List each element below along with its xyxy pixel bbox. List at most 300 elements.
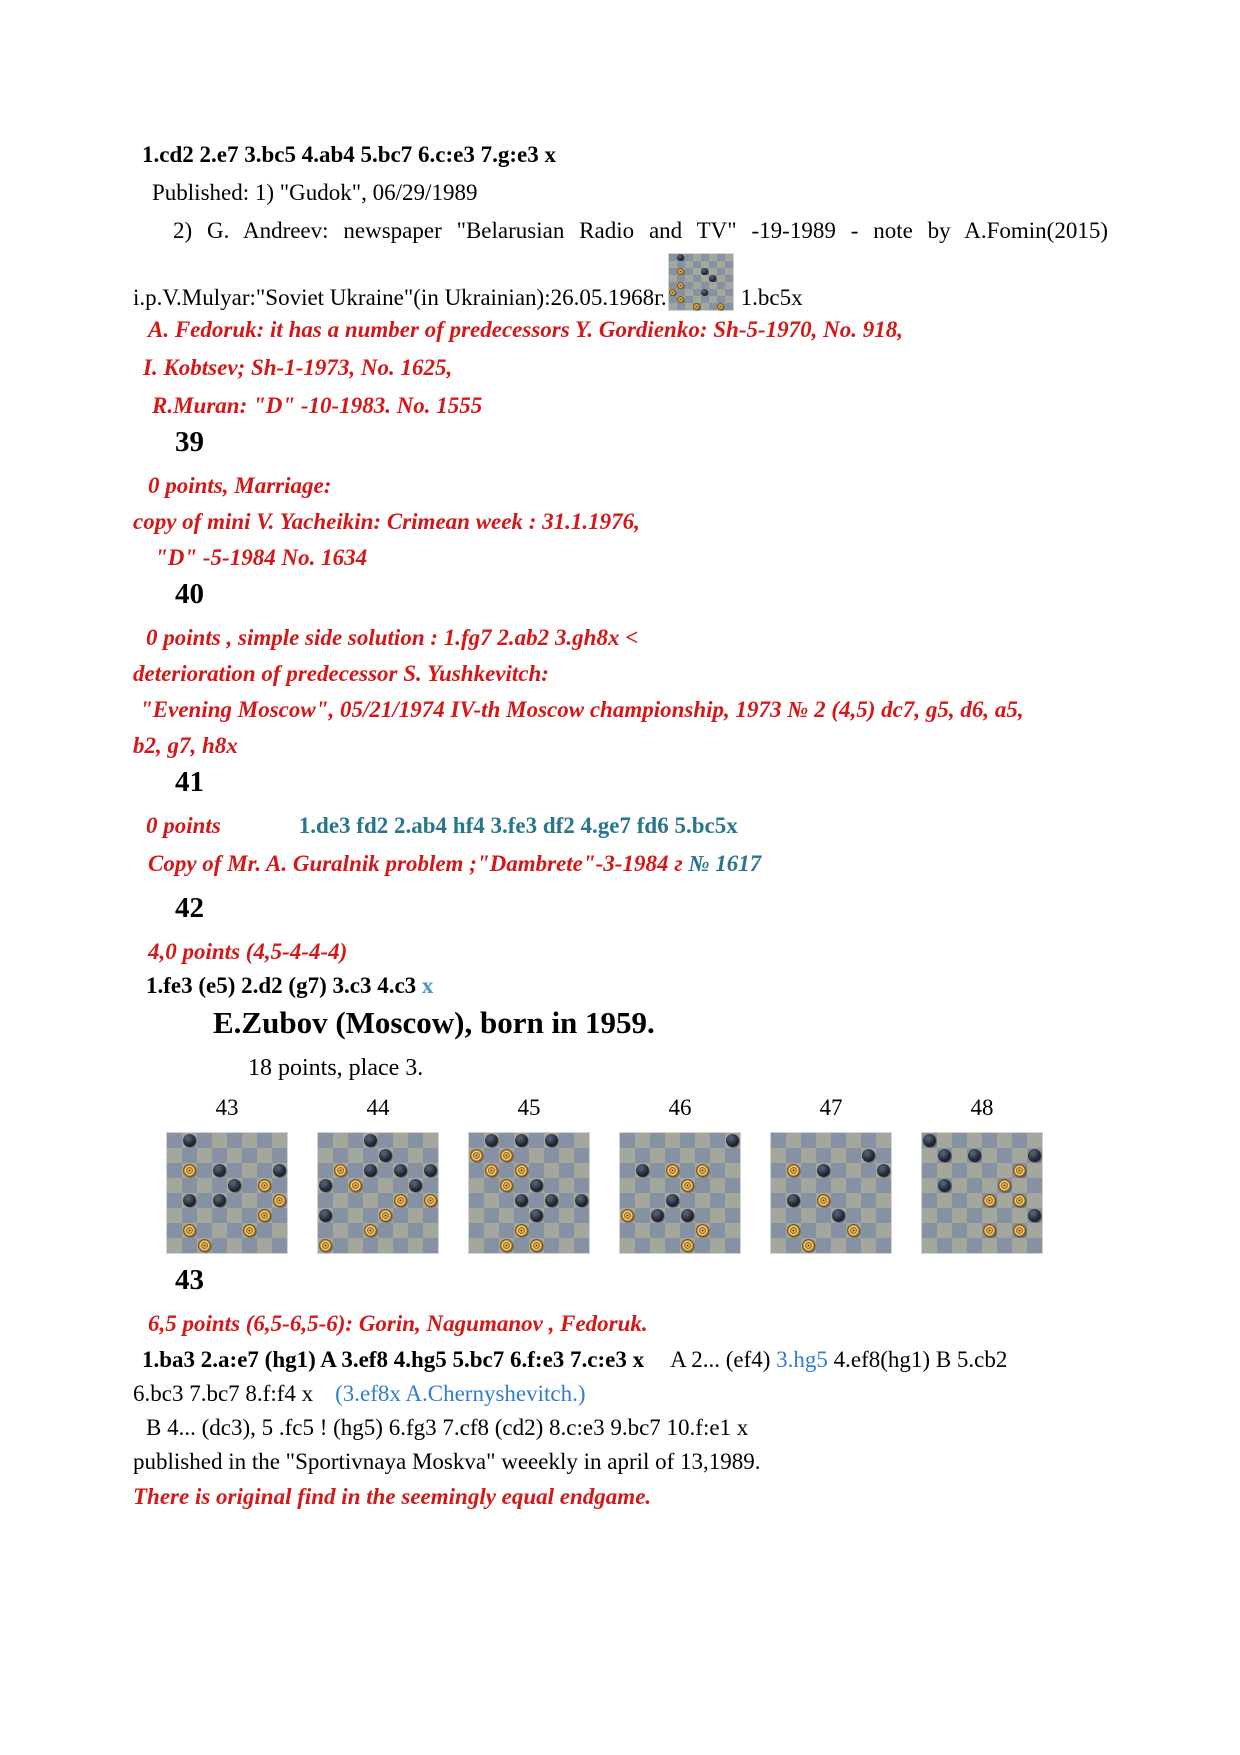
board-cell <box>559 1163 574 1178</box>
board-cell <box>922 1148 937 1163</box>
board-cell <box>318 1208 333 1223</box>
board-cell <box>771 1163 786 1178</box>
board-cell <box>544 1148 559 1163</box>
board-cell <box>408 1148 423 1163</box>
problem-42-moves: 1.fe3 (e5) 2.d2 (g7) 3.c3 4.c3 <box>146 973 417 998</box>
board-cell <box>469 1238 484 1253</box>
board-cell <box>709 296 717 303</box>
board-cell <box>242 1133 257 1148</box>
board-cell <box>348 1163 363 1178</box>
problem-43-varA-link: 3.hg5 <box>776 1347 828 1372</box>
black-piece <box>319 1209 332 1222</box>
board-cell <box>771 1178 786 1193</box>
board-cell <box>378 1148 393 1163</box>
board-cell <box>982 1133 997 1148</box>
black-piece <box>530 1179 543 1192</box>
problem-40-note: deterioration of predecessor S. Yushkevitch: <box>133 661 549 686</box>
board-cell <box>423 1133 438 1148</box>
board-cell <box>559 1223 574 1238</box>
gold-piece <box>243 1224 256 1237</box>
board-cell <box>701 268 709 275</box>
board-cell <box>529 1193 544 1208</box>
board-cell <box>1027 1163 1042 1178</box>
board-cell <box>408 1178 423 1193</box>
board-cell <box>574 1163 589 1178</box>
board-cell <box>257 1148 272 1163</box>
board-cell <box>1027 1238 1042 1253</box>
board-cell <box>620 1193 635 1208</box>
problem-41-points: 0 points <box>146 813 221 838</box>
board-cell <box>922 1238 937 1253</box>
board-cell <box>685 268 693 275</box>
board-cell <box>469 1178 484 1193</box>
board-cell <box>363 1193 378 1208</box>
board-cell <box>182 1193 197 1208</box>
board-cell <box>922 1178 937 1193</box>
board-cell <box>677 268 685 275</box>
board-cell <box>212 1223 227 1238</box>
board-cell <box>167 1193 182 1208</box>
board-cell <box>257 1133 272 1148</box>
board-cell <box>1012 1223 1027 1238</box>
checkers-board <box>922 1133 1042 1253</box>
board-cell <box>1012 1178 1027 1193</box>
black-piece <box>394 1164 407 1177</box>
board-cell <box>725 1148 740 1163</box>
black-piece <box>213 1194 226 1207</box>
board-cell <box>559 1208 574 1223</box>
board-cell <box>650 1148 665 1163</box>
black-piece <box>938 1149 951 1162</box>
board-cell <box>272 1223 287 1238</box>
board-cell <box>710 1133 725 1148</box>
board-cell <box>710 1208 725 1223</box>
board-cell <box>717 261 725 268</box>
board-cell <box>1012 1193 1027 1208</box>
checkers-board <box>318 1133 438 1253</box>
board-cell <box>514 1133 529 1148</box>
board-cell <box>695 1208 710 1223</box>
board-cell <box>922 1133 937 1148</box>
problem-42-heading: 42 <box>175 892 204 924</box>
board-cell <box>922 1193 937 1208</box>
board-cell <box>685 303 693 310</box>
board-cell <box>348 1178 363 1193</box>
gold-piece <box>681 1179 694 1192</box>
board-cell <box>408 1163 423 1178</box>
board-cell <box>242 1238 257 1253</box>
board-cell <box>801 1148 816 1163</box>
board-cell <box>363 1208 378 1223</box>
board-cell <box>167 1208 182 1223</box>
gold-piece <box>983 1194 996 1207</box>
board-cell <box>861 1238 876 1253</box>
board-cell <box>997 1148 1012 1163</box>
board-cell <box>484 1223 499 1238</box>
black-piece <box>938 1179 951 1192</box>
board-cell <box>725 275 733 282</box>
board-cell <box>710 1163 725 1178</box>
board-cell <box>393 1133 408 1148</box>
black-piece <box>666 1194 679 1207</box>
board-cell <box>685 275 693 282</box>
board-cell <box>967 1163 982 1178</box>
board-cell <box>378 1178 393 1193</box>
board-cell <box>167 1133 182 1148</box>
board-cell <box>318 1133 333 1148</box>
published-line: Published: 1) "Gudok", 06/29/1989 <box>152 180 478 205</box>
board-cell <box>846 1133 861 1148</box>
board-cell <box>771 1193 786 1208</box>
board-cell <box>665 1148 680 1163</box>
board-cell <box>771 1238 786 1253</box>
board-cell <box>677 275 685 282</box>
board-cell <box>212 1238 227 1253</box>
checkers-board <box>669 254 733 310</box>
gold-piece <box>1013 1224 1026 1237</box>
board-cell <box>725 268 733 275</box>
board-cell <box>1027 1193 1042 1208</box>
board-cell <box>574 1133 589 1148</box>
board-cell <box>717 303 725 310</box>
board-cell <box>378 1223 393 1238</box>
board-cell <box>423 1238 438 1253</box>
board-cell <box>197 1133 212 1148</box>
board-cell <box>677 254 685 261</box>
black-piece <box>1028 1149 1041 1162</box>
gold-piece <box>183 1224 196 1237</box>
board-cell <box>922 1208 937 1223</box>
board-cell <box>669 275 677 282</box>
board-cell <box>846 1148 861 1163</box>
gold-piece <box>183 1164 196 1177</box>
board-cell <box>257 1223 272 1238</box>
problem-42-solution <box>146 973 1153 999</box>
board-cell <box>709 289 717 296</box>
board-cell <box>529 1238 544 1253</box>
board-cell <box>378 1133 393 1148</box>
problem-41-moves: 1.de3 fd2 2.ab4 hf4 3.fe3 df2 4.ge7 fd6 5.bc5x <box>298 813 738 838</box>
board-cell <box>846 1208 861 1223</box>
board-label: 45 <box>517 1095 541 1120</box>
board-cell <box>544 1193 559 1208</box>
board-cell <box>665 1193 680 1208</box>
black-piece <box>409 1179 422 1192</box>
board-cell <box>574 1178 589 1193</box>
board-cell <box>257 1208 272 1223</box>
board-cell <box>182 1133 197 1148</box>
board-cell <box>693 254 701 261</box>
board-cell <box>484 1208 499 1223</box>
problem-43-conclusion: There is original find in the seemingly equal endgame. <box>133 1484 652 1509</box>
board-cell <box>693 268 701 275</box>
board-cell <box>333 1178 348 1193</box>
board-cell <box>786 1178 801 1193</box>
board-cell <box>982 1208 997 1223</box>
board-cell <box>846 1178 861 1193</box>
black-piece <box>575 1194 588 1207</box>
gold-piece <box>1013 1194 1026 1207</box>
problem-41-copy-ref: № 1617 <box>688 851 762 876</box>
board-cell <box>393 1163 408 1178</box>
board-cell <box>227 1178 242 1193</box>
gold-piece <box>273 1194 286 1207</box>
board-cell <box>650 1133 665 1148</box>
board-cell <box>967 1133 982 1148</box>
black-piece <box>709 275 716 281</box>
board-cell <box>514 1208 529 1223</box>
board-cell <box>677 282 685 289</box>
board-cell <box>212 1178 227 1193</box>
board-cell <box>182 1148 197 1163</box>
board-cell <box>710 1178 725 1193</box>
board-cell <box>620 1148 635 1163</box>
board-cell <box>197 1223 212 1238</box>
board-cell <box>665 1178 680 1193</box>
board-cell <box>693 303 701 310</box>
board-cell <box>665 1163 680 1178</box>
gold-piece <box>1013 1164 1026 1177</box>
board-cell <box>212 1193 227 1208</box>
board-cell <box>635 1163 650 1178</box>
board-cell <box>937 1163 952 1178</box>
problem-39-note: copy of mini V. Yacheikin: Crimean week : 31.1.1976, <box>133 509 640 534</box>
gold-piece <box>515 1164 528 1177</box>
board-cell <box>635 1193 650 1208</box>
board-cell <box>423 1148 438 1163</box>
board-cell <box>831 1163 846 1178</box>
gold-piece <box>696 1224 709 1237</box>
board-cell <box>937 1178 952 1193</box>
black-piece <box>1028 1209 1041 1222</box>
gold-piece <box>669 289 676 295</box>
board-cell <box>167 1148 182 1163</box>
board-cell <box>620 1238 635 1253</box>
black-piece <box>968 1149 981 1162</box>
board-cell <box>861 1223 876 1238</box>
board-cell <box>650 1193 665 1208</box>
board-cell <box>242 1208 257 1223</box>
board-cell <box>861 1178 876 1193</box>
problem-43-varA-pre: A 2... (ef4) <box>670 1347 771 1372</box>
checkers-board <box>167 1133 287 1253</box>
black-piece <box>319 1179 332 1192</box>
board-cell <box>423 1163 438 1178</box>
board-cell <box>1012 1163 1027 1178</box>
board-cell <box>333 1193 348 1208</box>
board-cell <box>801 1133 816 1148</box>
board-cell <box>212 1148 227 1163</box>
board-cell <box>801 1193 816 1208</box>
board-block-44 <box>318 1095 438 1253</box>
gold-piece <box>500 1239 513 1252</box>
board-cell <box>709 275 717 282</box>
board-block-45 <box>469 1095 589 1253</box>
board-block-48 <box>922 1095 1042 1253</box>
author-heading: E.Zubov (Moscow), born in 1959. <box>213 1005 655 1040</box>
board-cell <box>469 1163 484 1178</box>
board-cell <box>771 1208 786 1223</box>
board-cell <box>876 1223 891 1238</box>
solution-moves-line: 1.cd2 2.e7 3.bc5 4.ab4 5.bc7 6.c:e3 7.g:e3 x <box>142 142 556 167</box>
black-piece <box>681 1209 694 1222</box>
board-cell <box>952 1238 967 1253</box>
board-cell <box>212 1208 227 1223</box>
board-cell <box>725 303 733 310</box>
board-cell <box>167 1238 182 1253</box>
board-cell <box>650 1223 665 1238</box>
board-cell <box>197 1163 212 1178</box>
board-cell <box>650 1208 665 1223</box>
board-cell <box>680 1148 695 1163</box>
board-cell <box>499 1178 514 1193</box>
board-cell <box>982 1163 997 1178</box>
board-cell <box>1027 1148 1042 1163</box>
black-piece <box>817 1164 830 1177</box>
problem-43-solution-line1 <box>142 1347 1153 1373</box>
board-cell <box>680 1178 695 1193</box>
board-cell <box>182 1223 197 1238</box>
board-cell <box>710 1223 725 1238</box>
boards-row <box>167 1095 1153 1253</box>
board-cell <box>786 1238 801 1253</box>
problem-42-x: x <box>421 973 434 998</box>
board-cell <box>861 1148 876 1163</box>
board-cell <box>650 1238 665 1253</box>
board-cell <box>717 296 725 303</box>
board-cell <box>725 1208 740 1223</box>
board-cell <box>665 1133 680 1148</box>
problem-43-solution-line2 <box>133 1381 1153 1407</box>
board-cell <box>363 1238 378 1253</box>
board-cell <box>685 261 693 268</box>
board-cell <box>831 1223 846 1238</box>
board-cell <box>1027 1133 1042 1148</box>
board-cell <box>937 1193 952 1208</box>
board-cell <box>484 1238 499 1253</box>
board-cell <box>997 1133 1012 1148</box>
board-cell <box>529 1223 544 1238</box>
author-score: 18 points, place 3. <box>248 1055 424 1081</box>
board-cell <box>967 1238 982 1253</box>
board-cell <box>272 1193 287 1208</box>
board-cell <box>620 1208 635 1223</box>
board-cell <box>499 1208 514 1223</box>
problem-39-heading: 39 <box>175 426 204 458</box>
board-cell <box>816 1193 831 1208</box>
gold-piece <box>258 1209 271 1222</box>
black-piece <box>677 254 684 260</box>
board-cell <box>801 1178 816 1193</box>
board-cell <box>876 1163 891 1178</box>
board-cell <box>635 1238 650 1253</box>
board-cell <box>212 1133 227 1148</box>
board-cell <box>469 1133 484 1148</box>
board-cell <box>635 1223 650 1238</box>
problem-39-source: "D" -5-1984 No. 1634 <box>155 545 368 570</box>
gold-piece <box>621 1209 634 1222</box>
board-cell <box>695 1148 710 1163</box>
black-piece <box>530 1209 543 1222</box>
board-cell <box>710 1238 725 1253</box>
board-cell <box>952 1163 967 1178</box>
board-cell <box>701 254 709 261</box>
board-cell <box>695 1238 710 1253</box>
board-cell <box>514 1148 529 1163</box>
board-cell <box>514 1178 529 1193</box>
board-cell <box>677 289 685 296</box>
board-cell <box>771 1133 786 1148</box>
board-cell <box>529 1163 544 1178</box>
board-cell <box>846 1238 861 1253</box>
board-cell <box>982 1193 997 1208</box>
board-cell <box>717 275 725 282</box>
problem-40-heading: 40 <box>175 578 204 610</box>
board-cell <box>393 1148 408 1163</box>
board-cell <box>680 1193 695 1208</box>
board-cell <box>982 1148 997 1163</box>
black-piece <box>877 1164 890 1177</box>
board-cell <box>348 1223 363 1238</box>
board-cell <box>620 1178 635 1193</box>
board-cell <box>499 1193 514 1208</box>
board-cell <box>876 1178 891 1193</box>
board-cell <box>272 1178 287 1193</box>
board-cell <box>801 1208 816 1223</box>
board-cell <box>669 296 677 303</box>
board-cell <box>709 268 717 275</box>
board-cell <box>469 1148 484 1163</box>
board-cell <box>182 1208 197 1223</box>
board-cell <box>182 1163 197 1178</box>
board-cell <box>680 1238 695 1253</box>
board-cell <box>831 1238 846 1253</box>
mulyar-line <box>133 254 1153 311</box>
board-cell <box>544 1163 559 1178</box>
board-cell <box>665 1223 680 1238</box>
board-cell <box>408 1133 423 1148</box>
board-cell <box>1012 1238 1027 1253</box>
board-cell <box>669 303 677 310</box>
board-cell <box>499 1223 514 1238</box>
gold-piece <box>258 1179 271 1192</box>
board-block-46 <box>620 1095 740 1253</box>
board-cell <box>876 1193 891 1208</box>
board-cell <box>816 1223 831 1238</box>
gold-piece <box>349 1179 362 1192</box>
board-cell <box>677 261 685 268</box>
board-cell <box>669 268 677 275</box>
board-cell <box>677 296 685 303</box>
black-piece <box>726 1134 739 1147</box>
black-piece <box>485 1134 498 1147</box>
board-cell <box>318 1178 333 1193</box>
gold-piece <box>198 1239 211 1252</box>
black-piece <box>515 1134 528 1147</box>
mulyar-text: i.p.V.Mulyar:"Soviet Ukraine"(in Ukrainian):26.05.1968г. <box>133 285 667 310</box>
board-cell <box>620 1133 635 1148</box>
board-cell <box>197 1193 212 1208</box>
board-cell <box>393 1193 408 1208</box>
board-cell <box>701 261 709 268</box>
board-cell <box>717 282 725 289</box>
board-cell <box>786 1193 801 1208</box>
problem-40-source: "Evening Moscow", 05/21/1974 IV-th Moscow championship, 1973 № 2 (4,5) dc7, g5, d6, a5, <box>140 697 1024 722</box>
black-piece <box>651 1209 664 1222</box>
board-cell <box>242 1163 257 1178</box>
board-cell <box>967 1193 982 1208</box>
problem-43-lineB-moves: 6.bc3 7.bc7 8.f:f4 x <box>133 1381 314 1406</box>
